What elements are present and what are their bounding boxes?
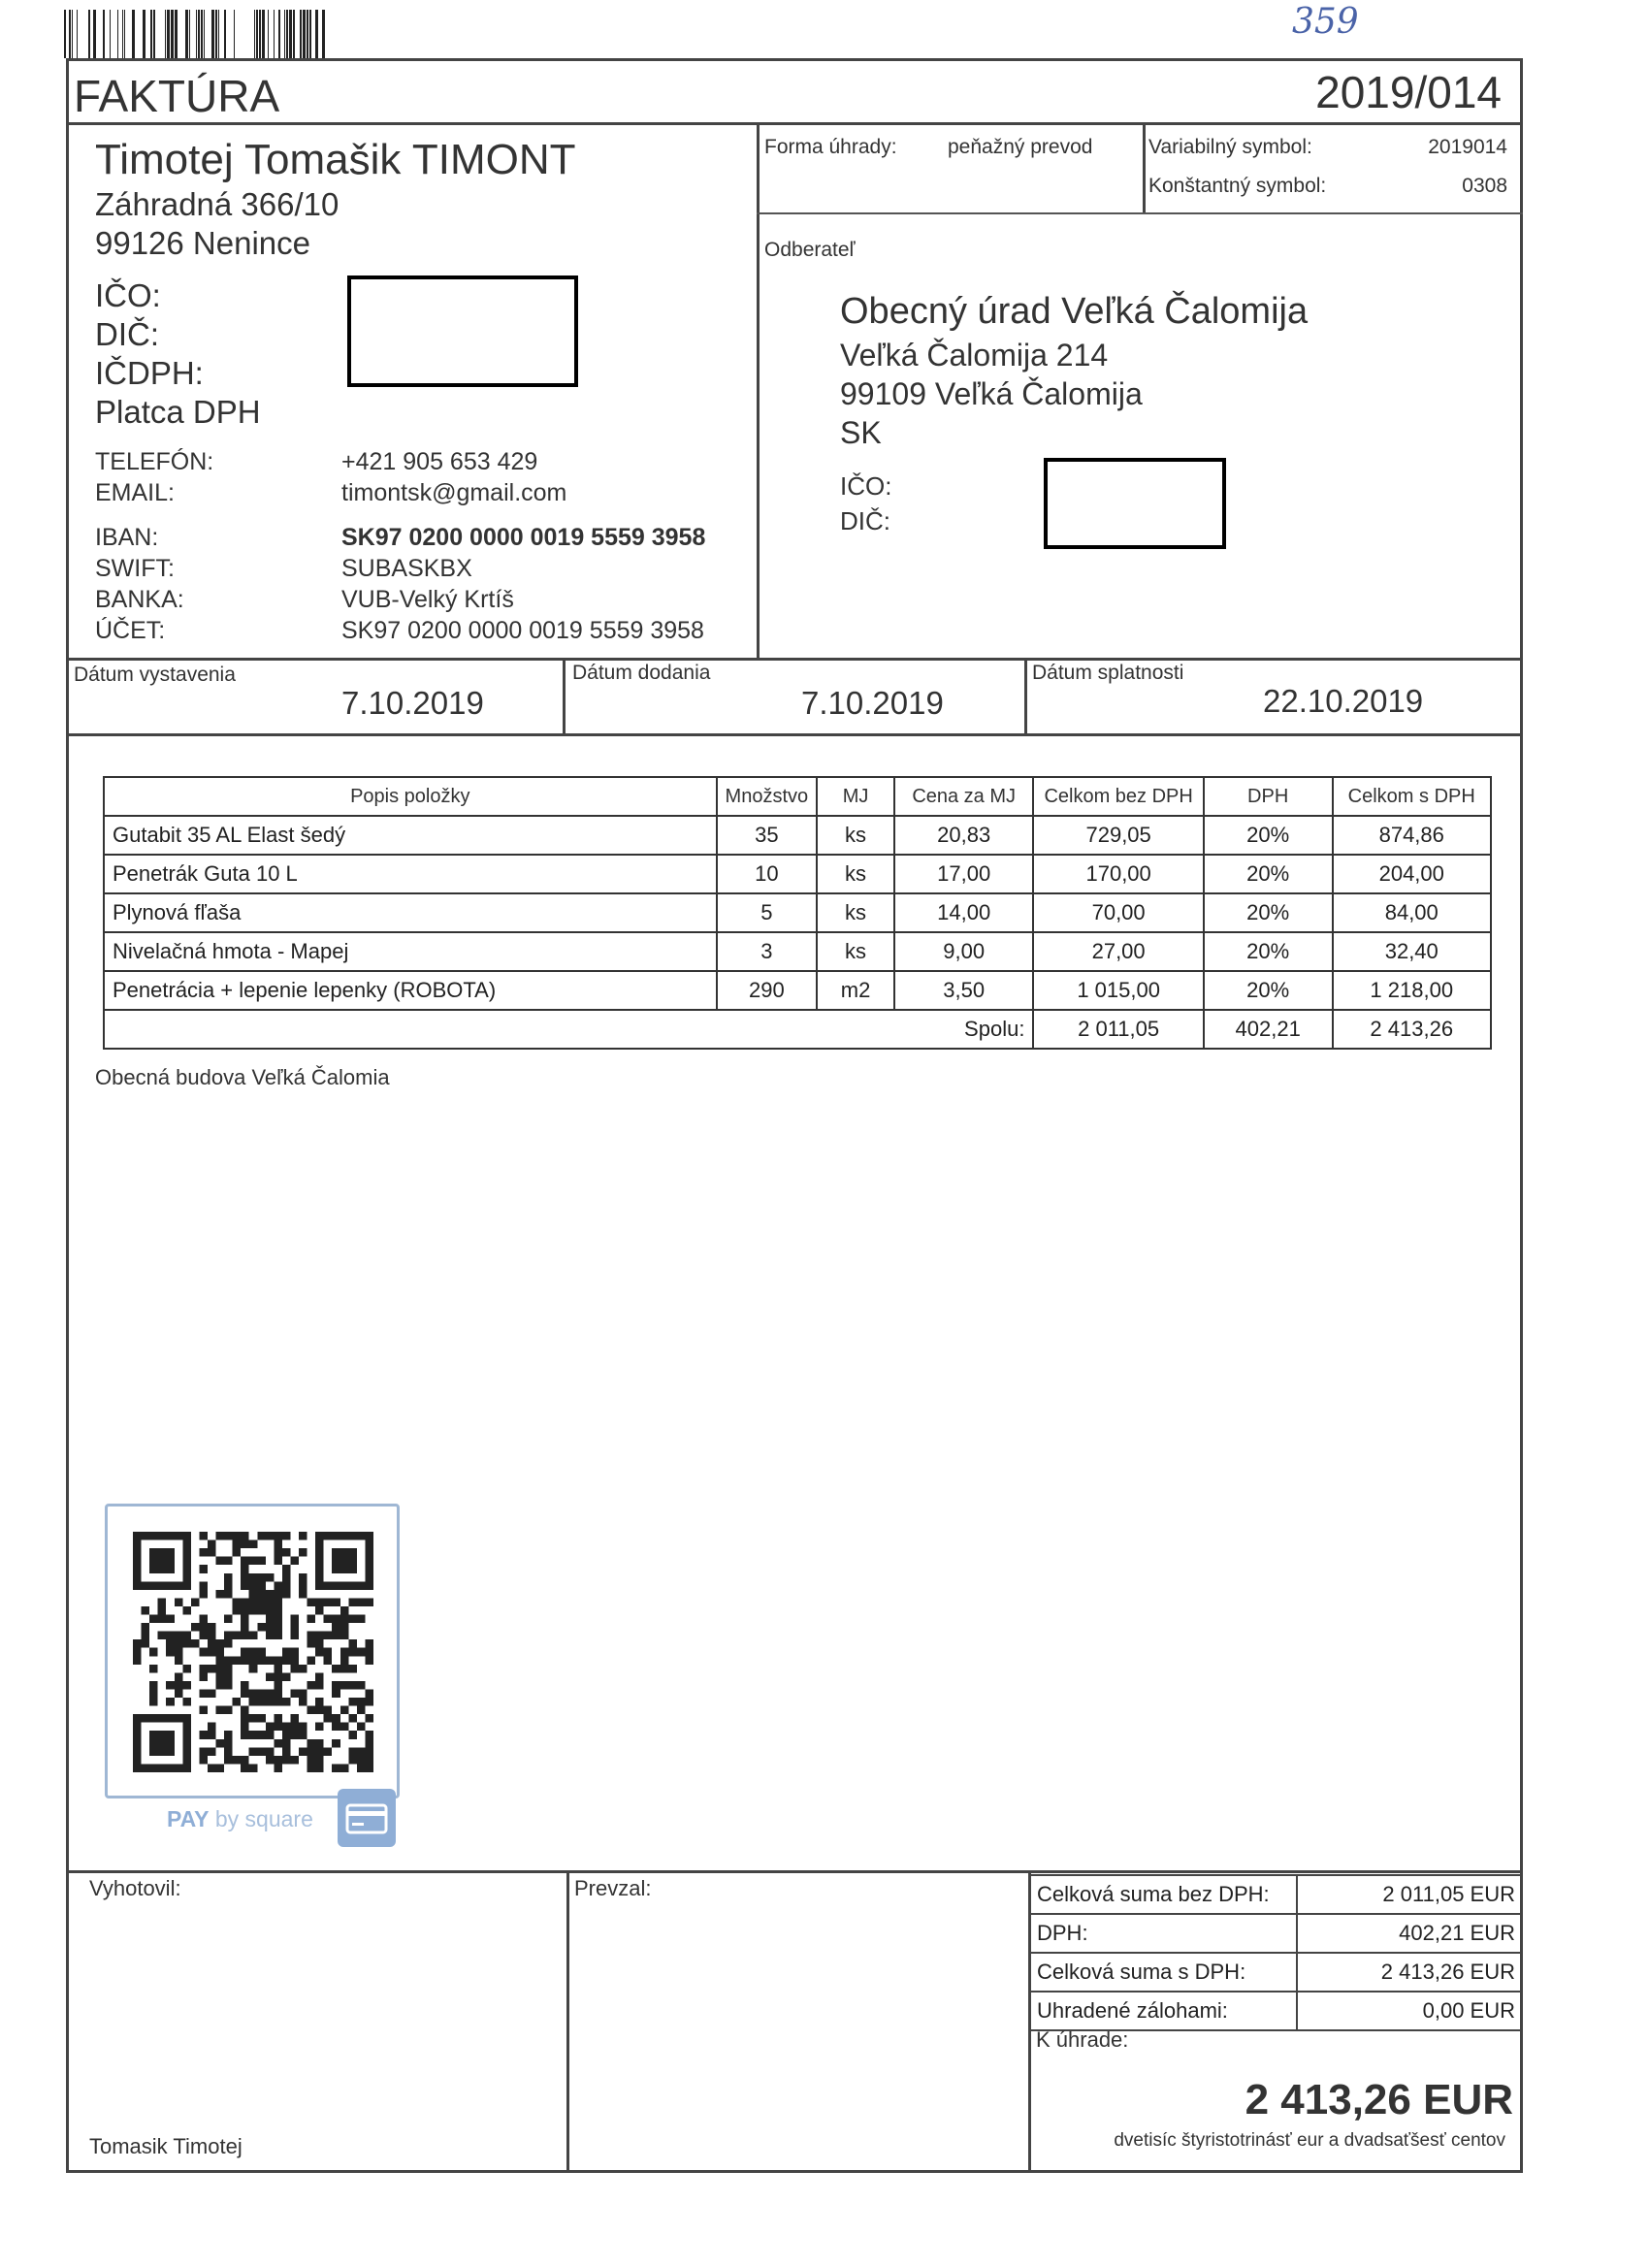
item-unit-price: 3,50 — [894, 971, 1034, 1010]
account-label: ÚČET: — [95, 617, 166, 644]
item-quantity: 5 — [717, 893, 818, 932]
card-icon — [338, 1789, 396, 1847]
customer-country: SK — [840, 415, 882, 450]
item-description: Penetrácia + lepenie lepenky (ROBOTA) — [104, 971, 717, 1010]
received-by-label: Prevzal: — [574, 1876, 652, 1900]
supplier-name: Timotej Tomašik TIMONT — [95, 136, 576, 183]
item-vat: 20% — [1204, 971, 1333, 1010]
sum-with-vat: 2 413,26 — [1333, 1010, 1492, 1049]
footer-top-divider — [66, 1870, 1523, 1873]
total-without-vat: 2 011,05 EUR — [1297, 1875, 1522, 1914]
invoice-number: 2019/014 — [1315, 67, 1502, 117]
item-quantity: 35 — [717, 816, 818, 855]
item-total-with-vat: 84,00 — [1333, 893, 1492, 932]
payment-form-label: Forma úhrady: — [764, 136, 897, 158]
supplier-vat-status: Platca DPH — [95, 394, 261, 430]
supplier-city: 99126 Nenince — [95, 225, 311, 261]
to-pay-words: dvetisíc štyristotrinásť eur a dvadsaťšesť centov — [1114, 2130, 1505, 2151]
payment-form-value: peňažný prevod — [948, 136, 1093, 158]
item-vat: 20% — [1204, 855, 1333, 893]
item-quantity: 10 — [717, 855, 818, 893]
variable-symbol-value: 2019014 — [1428, 136, 1507, 158]
customer-dic-label: DIČ: — [840, 506, 890, 535]
table-row — [104, 855, 1491, 893]
header-vat: DPH — [1204, 777, 1333, 816]
item-total-with-vat: 1 218,00 — [1333, 971, 1492, 1010]
items-sum-row — [104, 1010, 1491, 1049]
pay-by-square-logo — [167, 1806, 313, 1832]
supplier-street: Záhradná 366/10 — [95, 186, 340, 222]
customer-name: Obecný úrad Veľká Čalomija — [840, 291, 1309, 332]
delivery-date: 7.10.2019 — [801, 685, 944, 721]
item-description: Gutabit 35 AL Elast šedý — [104, 816, 717, 855]
invoice-frame — [66, 58, 1523, 2173]
item-total-with-vat: 32,40 — [1333, 932, 1492, 971]
to-pay-amount: 2 413,26 EUR — [1245, 2076, 1513, 2123]
customer-street: Veľká Čalomija 214 — [840, 338, 1109, 373]
pay-logo-word: PAY — [167, 1806, 210, 1831]
dates-divider-2 — [1024, 658, 1027, 735]
sum-label: Spolu: — [104, 1010, 1033, 1049]
deposits-label: Uhradené zálohami: — [1030, 1992, 1297, 2030]
header-description: Popis položky — [104, 777, 717, 816]
item-vat: 20% — [1204, 893, 1333, 932]
to-pay-label: K úhrade: — [1036, 2027, 1129, 2052]
totals-row — [1030, 1875, 1522, 1914]
constant-symbol-value: 0308 — [1462, 175, 1507, 197]
totals-table — [1029, 1874, 1523, 2031]
redacted-supplier-ids — [347, 275, 578, 387]
header-unit-price: Cena za MJ — [894, 777, 1034, 816]
item-total-without-vat: 27,00 — [1033, 932, 1203, 971]
items-header-row — [104, 777, 1491, 816]
email-label: EMAIL: — [95, 479, 175, 506]
account-value: SK97 0200 0000 0019 5559 3958 — [341, 617, 704, 644]
supplier-dic-label: DIČ: — [95, 316, 159, 352]
item-description: Penetrák Guta 10 L — [104, 855, 717, 893]
item-quantity: 290 — [717, 971, 818, 1010]
phone-label: TELEFÓN: — [95, 448, 214, 475]
pay-by-square-qr-frame — [105, 1504, 400, 1798]
totals-row — [1030, 1992, 1522, 2030]
header-total-with-vat: Celkom s DPH — [1333, 777, 1492, 816]
header-total-without-vat: Celkom bez DPH — [1033, 777, 1203, 816]
item-unit-price: 14,00 — [894, 893, 1034, 932]
item-total-without-vat: 1 015,00 — [1033, 971, 1203, 1010]
customer-section-label: Odberateľ — [764, 239, 856, 261]
table-row — [104, 893, 1491, 932]
item-unit-price: 9,00 — [894, 932, 1034, 971]
total-vat: 402,21 EUR — [1297, 1914, 1522, 1953]
total-with-vat: 2 413,26 EUR — [1297, 1953, 1522, 1992]
table-row — [104, 971, 1491, 1010]
variable-symbol-label: Variabilný symbol: — [1148, 136, 1312, 158]
sum-vat: 402,21 — [1204, 1010, 1333, 1049]
header-quantity: Množstvo — [717, 777, 818, 816]
email-value: timontsk@gmail.com — [341, 479, 567, 506]
item-unit-price: 17,00 — [894, 855, 1034, 893]
by-square-logo-word: by square — [214, 1806, 313, 1831]
item-description: Plynová fľaša — [104, 893, 717, 932]
swift-value: SUBASKBX — [341, 555, 472, 582]
bank-value: VUB-Velký Krtíš — [341, 586, 514, 613]
item-unit: ks — [817, 893, 894, 932]
payment-divider — [757, 212, 1523, 214]
dates-bottom-divider — [66, 733, 1523, 736]
total-vat-label: DPH: — [1030, 1914, 1297, 1953]
supplier-divider — [757, 122, 760, 661]
table-row — [104, 932, 1491, 971]
qr-code — [133, 1532, 373, 1772]
footer-divider-1 — [566, 1870, 569, 2173]
items-table — [103, 776, 1492, 1050]
item-unit: ks — [817, 816, 894, 855]
deposits: 0,00 EUR — [1297, 1992, 1522, 2030]
totals-row — [1030, 1953, 1522, 1992]
iban-value: SK97 0200 0000 0019 5559 3958 — [341, 524, 706, 551]
item-unit-price: 20,83 — [894, 816, 1034, 855]
document-title: FAKTÚRA — [74, 71, 280, 121]
item-total-with-vat: 204,00 — [1333, 855, 1492, 893]
totals-row — [1030, 1914, 1522, 1953]
table-row — [104, 816, 1491, 855]
due-date-label: Dátum splatnosti — [1032, 662, 1184, 684]
issue-date: 7.10.2019 — [341, 685, 484, 721]
phone-value: +421 905 653 429 — [341, 448, 538, 475]
barcode — [64, 10, 328, 58]
header-unit: MJ — [817, 777, 894, 816]
dates-top-divider — [66, 658, 1523, 661]
total-without-vat-label: Celková suma bez DPH: — [1030, 1875, 1297, 1914]
item-unit: m2 — [817, 971, 894, 1010]
symbol-divider — [1143, 122, 1146, 213]
handwritten-note: 359 — [1292, 2, 1359, 42]
item-quantity: 3 — [717, 932, 818, 971]
item-unit: ks — [817, 932, 894, 971]
dates-divider-1 — [563, 658, 566, 735]
item-total-without-vat: 70,00 — [1033, 893, 1203, 932]
due-date: 22.10.2019 — [1263, 683, 1424, 719]
issued-by-label: Vyhotovil: — [89, 1876, 181, 1900]
total-with-vat-label: Celková suma s DPH: — [1030, 1953, 1297, 1992]
item-vat: 20% — [1204, 932, 1333, 971]
swift-label: SWIFT: — [95, 555, 175, 582]
bank-label: BANKA: — [95, 586, 184, 613]
customer-ico-label: IČO: — [840, 471, 892, 501]
constant-symbol-label: Konštantný symbol: — [1148, 175, 1327, 197]
issue-date-label: Dátum vystavenia — [74, 664, 236, 686]
supplier-icdph-label: IČDPH: — [95, 355, 204, 391]
invoice-note: Obecná budova Veľká Čalomia — [95, 1065, 390, 1089]
iban-label: IBAN: — [95, 524, 159, 551]
customer-city: 99109 Veľká Čalomija — [840, 376, 1143, 411]
item-total-without-vat: 729,05 — [1033, 816, 1203, 855]
item-vat: 20% — [1204, 816, 1333, 855]
item-unit: ks — [817, 855, 894, 893]
issued-by-name: Tomasik Timotej — [89, 2134, 242, 2158]
delivery-date-label: Dátum dodania — [572, 662, 711, 684]
item-description: Nivelačná hmota - Mapej — [104, 932, 717, 971]
item-total-with-vat: 874,86 — [1333, 816, 1492, 855]
redacted-customer-ids — [1044, 458, 1226, 549]
header-divider — [66, 122, 1523, 125]
item-total-without-vat: 170,00 — [1033, 855, 1203, 893]
sum-without-vat: 2 011,05 — [1033, 1010, 1203, 1049]
supplier-ico-label: IČO: — [95, 277, 161, 313]
